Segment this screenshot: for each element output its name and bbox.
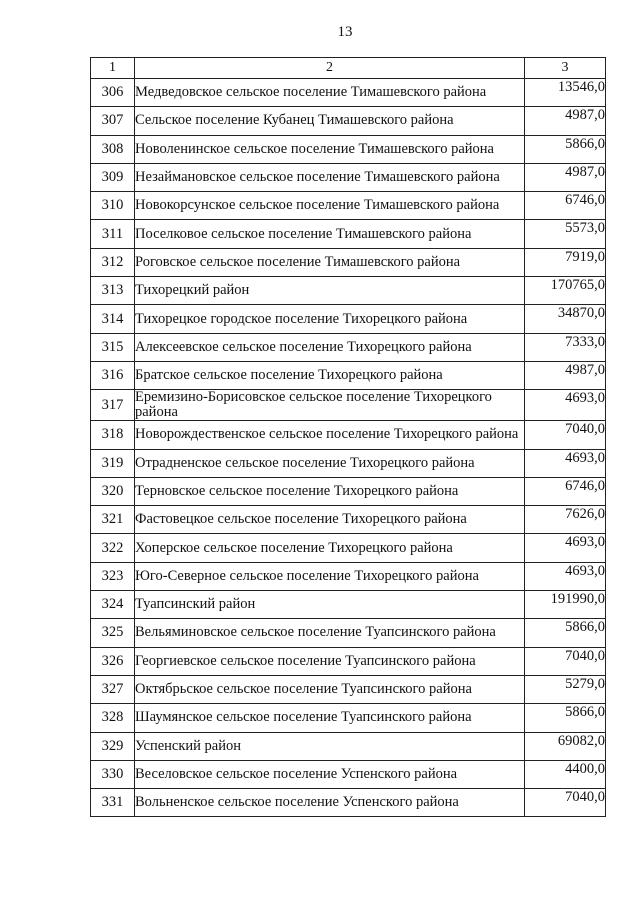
table-row	[91, 789, 606, 817]
row-name-cell: Братское сельское поселение Тихорецкого района	[135, 361, 525, 389]
row-value-cell: 191990,0	[525, 591, 606, 619]
row-number-cell: 310	[91, 192, 135, 220]
row-number-cell: 320	[91, 477, 135, 505]
row-name-cell: Вольненское сельское поселение Успенского района	[135, 789, 525, 817]
row-number-cell: 322	[91, 534, 135, 562]
row-value-cell: 4400,0	[525, 760, 606, 788]
row-name-cell: Еремизино-Борисовское сельское поселение Тихорецкого района	[135, 390, 525, 421]
row-name-cell: Алексеевское сельское поселение Тихорецкого района	[135, 333, 525, 361]
row-number-cell: 330	[91, 760, 135, 788]
row-value-cell: 5866,0	[525, 619, 606, 647]
row-number-cell: 316	[91, 361, 135, 389]
row-value-cell: 4987,0	[525, 163, 606, 191]
row-number-cell: 328	[91, 704, 135, 732]
row-value-cell: 4693,0	[525, 534, 606, 562]
row-value-cell: 170765,0	[525, 277, 606, 305]
row-name-cell: Фастовецкое сельское поселение Тихорецкого района	[135, 506, 525, 534]
table-row	[91, 107, 606, 135]
row-value-cell: 6746,0	[525, 477, 606, 505]
row-value-cell: 4987,0	[525, 107, 606, 135]
data-table	[90, 57, 606, 817]
row-number-cell: 312	[91, 248, 135, 276]
table-row	[91, 534, 606, 562]
row-name-cell: Сельское поселение Кубанец Тимашевского района	[135, 107, 525, 135]
row-number-cell: 318	[91, 421, 135, 449]
table-row	[91, 277, 606, 305]
row-value-cell: 69082,0	[525, 732, 606, 760]
table-row	[91, 675, 606, 703]
column-header-value: 3	[525, 58, 606, 79]
table-row	[91, 333, 606, 361]
table-row	[91, 79, 606, 107]
row-value-cell: 7919,0	[525, 248, 606, 276]
table-row	[91, 135, 606, 163]
table-header-row	[91, 58, 606, 79]
row-name-cell: Вельяминовское сельское поселение Туапсинского района	[135, 619, 525, 647]
row-number-cell: 331	[91, 789, 135, 817]
table-row	[91, 760, 606, 788]
table-row	[91, 192, 606, 220]
row-value-cell: 7040,0	[525, 647, 606, 675]
table-row	[91, 248, 606, 276]
row-name-cell: Новоленинское сельское поселение Тимашевского района	[135, 135, 525, 163]
row-value-cell: 7626,0	[525, 506, 606, 534]
row-number-cell: 309	[91, 163, 135, 191]
row-value-cell: 4693,0	[525, 390, 606, 421]
row-value-cell: 13546,0	[525, 79, 606, 107]
table-row	[91, 449, 606, 477]
table-row	[91, 220, 606, 248]
table-row	[91, 421, 606, 449]
row-number-cell: 307	[91, 107, 135, 135]
column-header-number: 1	[91, 58, 135, 79]
row-name-cell: Октябрьское сельское поселение Туапсинского района	[135, 675, 525, 703]
row-value-cell: 5573,0	[525, 220, 606, 248]
table-row	[91, 647, 606, 675]
row-number-cell: 321	[91, 506, 135, 534]
row-value-cell: 6746,0	[525, 192, 606, 220]
row-name-cell: Тихорецкое городское поселение Тихорецкого района	[135, 305, 525, 333]
row-name-cell: Новорождественское сельское поселение Тихорецкого района	[135, 421, 525, 449]
row-number-cell: 324	[91, 591, 135, 619]
row-value-cell: 5866,0	[525, 704, 606, 732]
row-number-cell: 323	[91, 562, 135, 590]
table-row	[91, 477, 606, 505]
row-name-cell: Медведовское сельское поселение Тимашевского района	[135, 79, 525, 107]
row-name-cell: Георгиевское сельское поселение Туапсинского района	[135, 647, 525, 675]
row-value-cell: 5279,0	[525, 675, 606, 703]
row-value-cell: 4987,0	[525, 361, 606, 389]
table-row	[91, 305, 606, 333]
row-name-cell: Юго-Северное сельское поселение Тихорецкого района	[135, 562, 525, 590]
row-name-cell: Шаумянское сельское поселение Туапсинского района	[135, 704, 525, 732]
table-row	[91, 506, 606, 534]
row-value-cell: 34870,0	[525, 305, 606, 333]
table-row	[91, 562, 606, 590]
table-row	[91, 591, 606, 619]
row-value-cell: 5866,0	[525, 135, 606, 163]
row-number-cell: 308	[91, 135, 135, 163]
row-name-cell: Успенский район	[135, 732, 525, 760]
table-row	[91, 704, 606, 732]
row-name-cell: Веселовское сельское поселение Успенского района	[135, 760, 525, 788]
row-number-cell: 319	[91, 449, 135, 477]
row-number-cell: 313	[91, 277, 135, 305]
row-value-cell: 7333,0	[525, 333, 606, 361]
row-name-cell: Туапсинский район	[135, 591, 525, 619]
page-number: 13	[337, 24, 353, 40]
row-value-cell: 7040,0	[525, 421, 606, 449]
row-name-cell: Хоперское сельское поселение Тихорецкого района	[135, 534, 525, 562]
row-value-cell: 4693,0	[525, 562, 606, 590]
table-row	[91, 163, 606, 191]
row-number-cell: 325	[91, 619, 135, 647]
table-body	[91, 79, 606, 817]
row-value-cell: 7040,0	[525, 789, 606, 817]
row-value-cell: 4693,0	[525, 449, 606, 477]
row-name-cell: Новокорсунское сельское поселение Тимашевского района	[135, 192, 525, 220]
row-number-cell: 327	[91, 675, 135, 703]
row-number-cell: 329	[91, 732, 135, 760]
row-number-cell: 314	[91, 305, 135, 333]
table-row	[91, 732, 606, 760]
table-row	[91, 361, 606, 389]
row-name-cell: Терновское сельское поселение Тихорецкого района	[135, 477, 525, 505]
row-name-cell: Отрадненское сельское поселение Тихорецкого района	[135, 449, 525, 477]
row-number-cell: 306	[91, 79, 135, 107]
row-number-cell: 311	[91, 220, 135, 248]
row-number-cell: 315	[91, 333, 135, 361]
row-name-cell: Роговское сельское поселение Тимашевского района	[135, 248, 525, 276]
table-row	[91, 619, 606, 647]
row-number-cell: 326	[91, 647, 135, 675]
column-header-name: 2	[135, 58, 525, 79]
row-name-cell: Поселковое сельское поселение Тимашевского района	[135, 220, 525, 248]
row-name-cell: Тихорецкий район	[135, 277, 525, 305]
table-row	[91, 390, 606, 421]
row-name-cell: Незаймановское сельское поселение Тимашевского района	[135, 163, 525, 191]
row-number-cell: 317	[91, 390, 135, 421]
